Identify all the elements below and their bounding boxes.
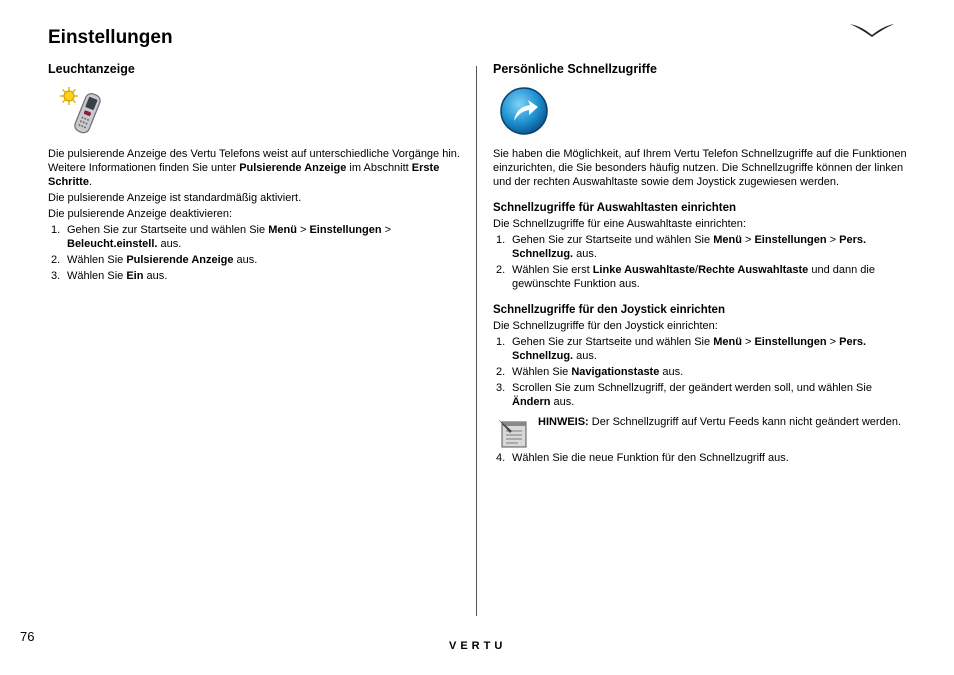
note-notepad-icon <box>498 417 530 449</box>
page-number: 76 <box>20 629 35 644</box>
page-title: Einstellungen <box>48 27 173 48</box>
left-column <box>48 61 463 283</box>
list-item: 1. Gehen Sie zur Startseite und wählen Sie Menü > Einstellungen > Pers. Schnellzug. aus. <box>496 336 867 362</box>
column-divider <box>476 66 477 616</box>
paragraph-sub1-intro: Die Schnellzugriffe für eine Auswahltaste einrichten: <box>493 218 746 230</box>
subheading-joystick: Schnellzugriffe für den Joystick einrichten <box>493 304 725 316</box>
steps-list-joystick-continued <box>493 451 913 465</box>
paragraph-default: Die pulsierende Anzeige ist standardmäßig aktiviert. <box>48 192 302 204</box>
list-item: 2. Wählen Sie Pulsierende Anzeige aus. <box>51 254 258 266</box>
note-box <box>493 415 913 447</box>
vertu-logo-icon <box>849 20 895 38</box>
steps-list-auswahltasten <box>493 233 913 291</box>
subheading-auswahltasten: Schnellzugriffe für Auswahltasten einrichten <box>493 202 737 214</box>
list-item: 1. Gehen Sie zur Startseite und wählen Sie Menü > Einstellungen > Pers. Schnellzug. aus. <box>496 234 867 260</box>
shortcut-arrow-icon <box>498 85 550 137</box>
list-item: 4. Wählen Sie die neue Funktion für den Schnellzugriff aus. <box>496 452 789 464</box>
paragraph-sub2-intro: Die Schnellzugriffe für den Joystick einrichten: <box>493 320 718 332</box>
sun-phone-icon <box>53 85 105 137</box>
brand-wordmark: VERTU <box>449 640 507 652</box>
steps-list-left <box>48 223 463 283</box>
paragraph-intro: Die pulsierende Anzeige des Vertu Telefons weist auf unterschiedliche Vorgänge hin. Weitere Informationen finden Sie unter Pulsierende Anzeige im Abschnitt Erste Schritte. <box>48 148 460 188</box>
list-item: 3. Wählen Sie Ein aus. <box>51 270 168 282</box>
list-item: 2. Wählen Sie erst Linke Auswahltaste/Rechte Auswahltaste und dann die gewünschte Funktion aus. <box>496 264 875 290</box>
paragraph-deactivate: Die pulsierende Anzeige deaktivieren: <box>48 208 233 220</box>
paragraph-intro: Sie haben die Möglichkeit, auf Ihrem Vertu Telefon Schnellzugriffe auf die Funktionen einzurichten, die Sie besonders häufig nutzen. Die Schnellzugriffe können der linken und der rechten Auswahltaste sowie dem Joystick zugewiesen werden. <box>493 148 907 188</box>
section-heading-schnellzugriffe: Persönliche Schnellzugriffe <box>493 62 657 76</box>
note-text: HINWEIS: Der Schnellzugriff auf Vertu Feeds kann nicht geändert werden. <box>538 416 901 428</box>
list-item: 1. Gehen Sie zur Startseite und wählen Sie Menü > Einstellungen > Beleucht.einstell. aus. <box>51 224 392 250</box>
right-column <box>493 61 913 465</box>
steps-list-joystick <box>493 335 913 409</box>
list-item: 3. Scrollen Sie zum Schnellzugriff, der geändert werden soll, und wählen Sie Ändern aus. <box>496 382 872 408</box>
list-item: 2. Wählen Sie Navigationstaste aus. <box>496 366 684 378</box>
section-heading-leuchtanzeige: Leuchtanzeige <box>48 62 135 76</box>
